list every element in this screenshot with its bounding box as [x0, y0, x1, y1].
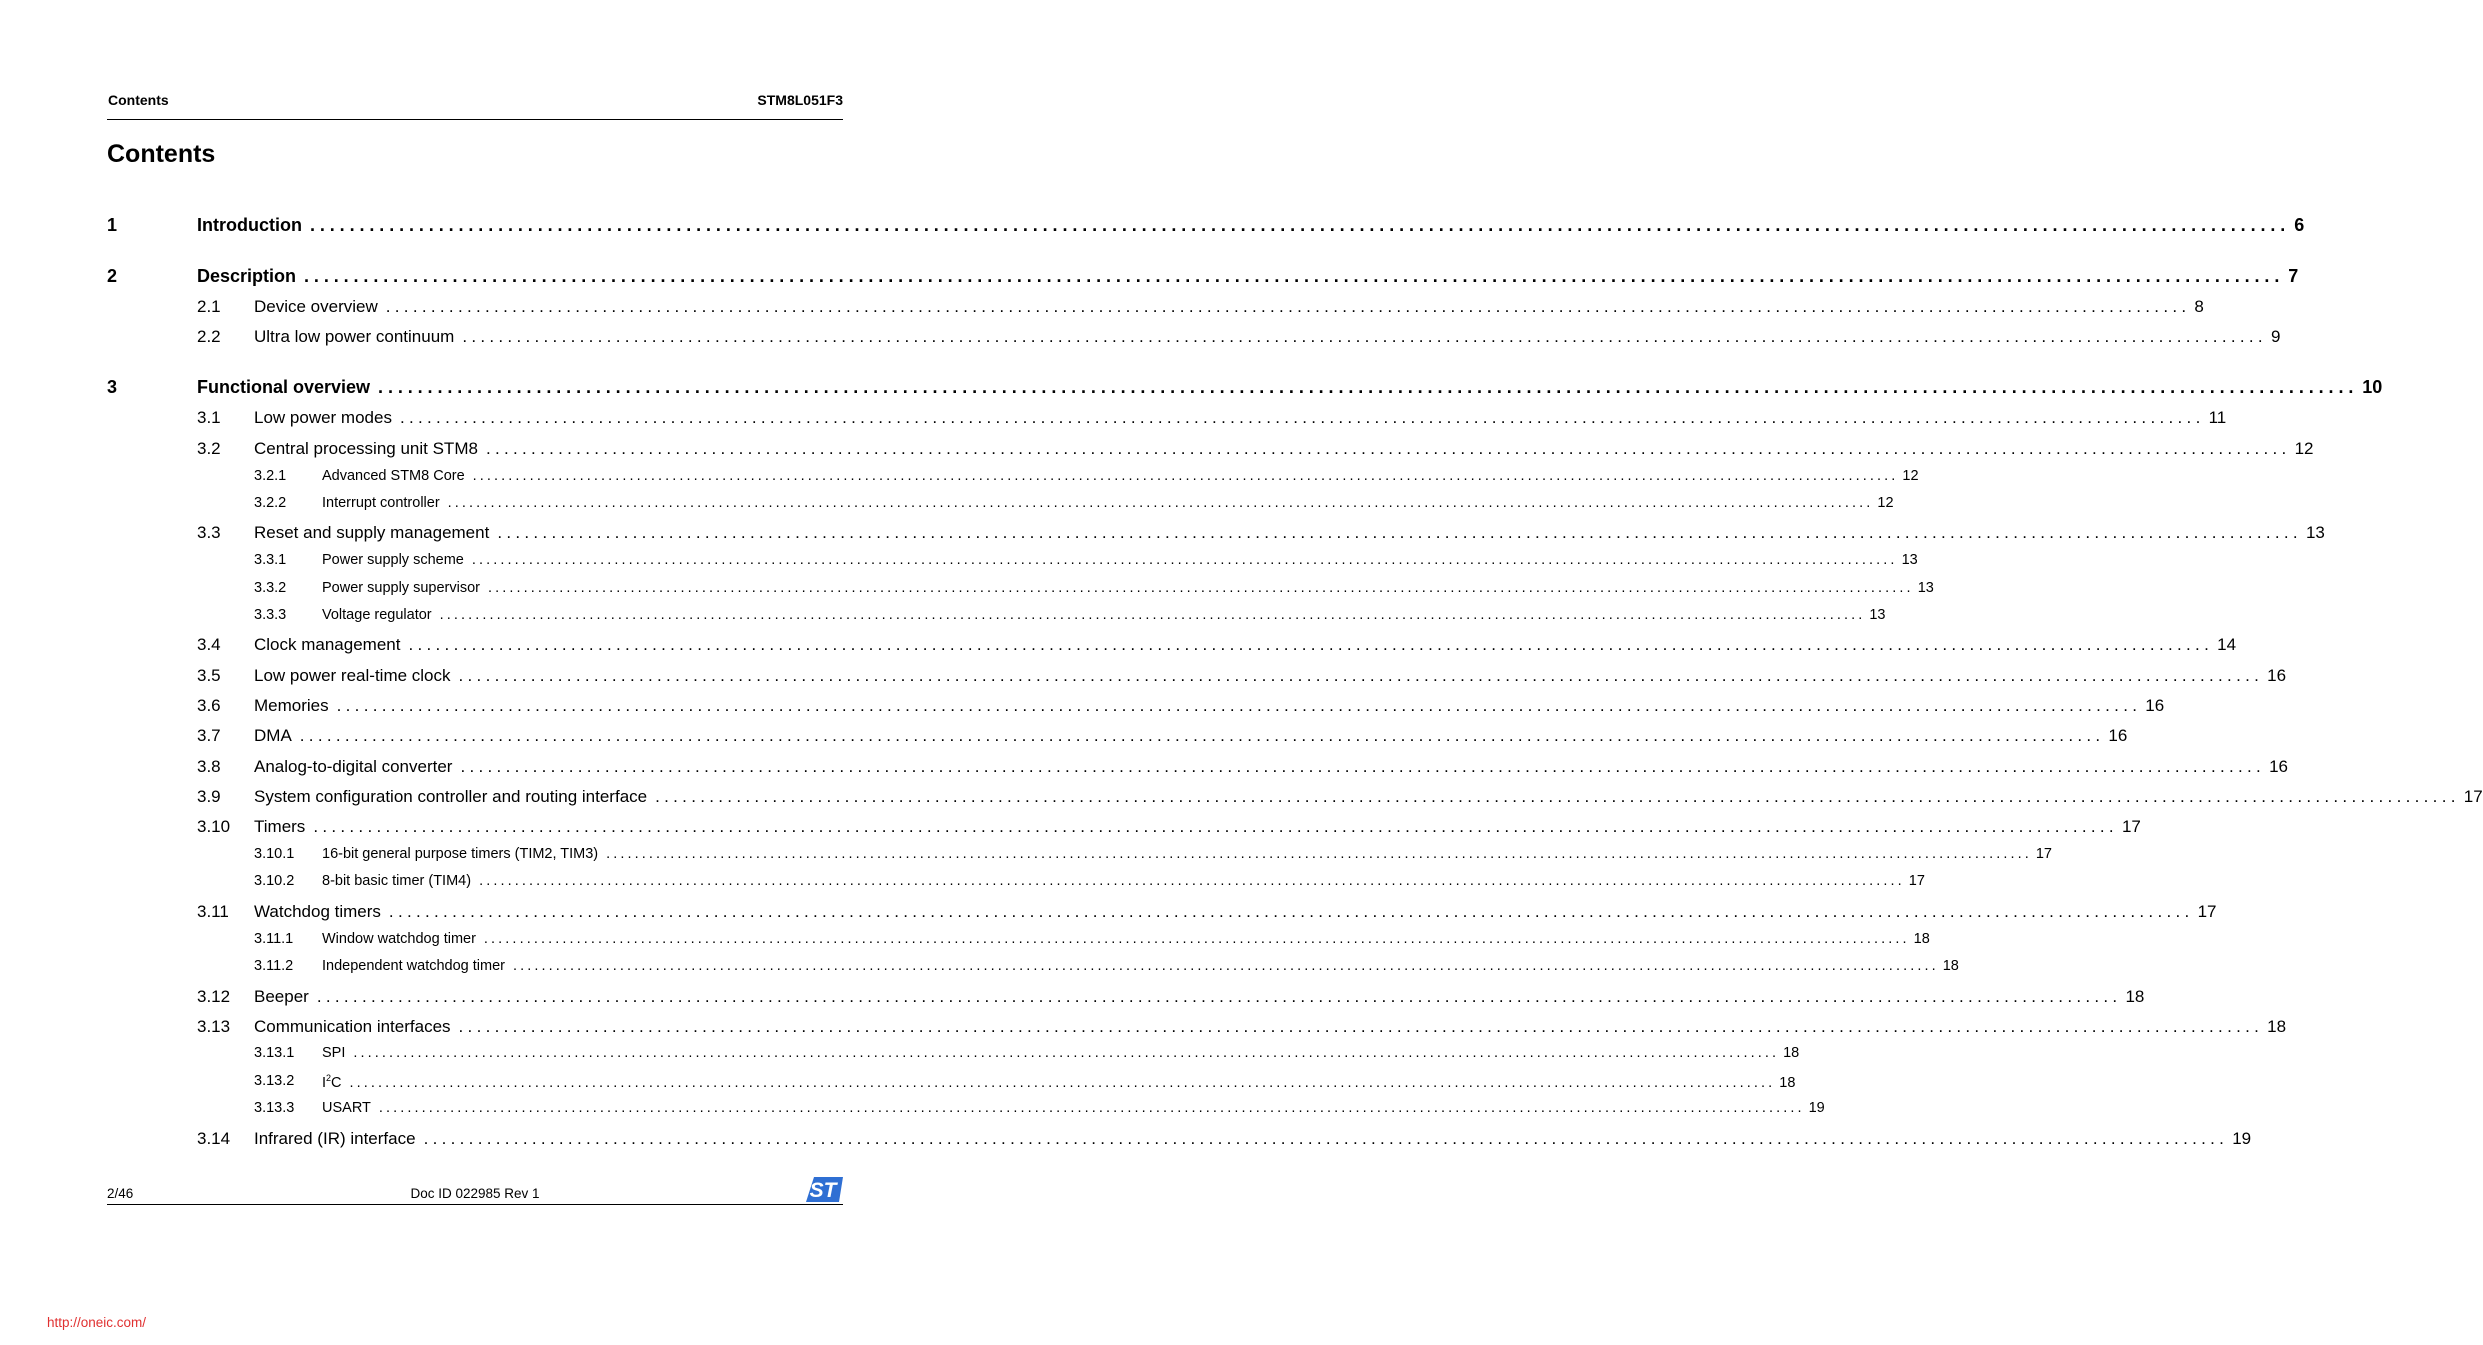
- toc-entry-number: 3.11.1: [254, 931, 294, 947]
- toc-entry-page[interactable]: 13: [1869, 607, 1886, 623]
- toc-entry[interactable]: [0, 958, 1959, 978]
- toc-entry[interactable]: [0, 873, 1925, 893]
- toc-entry[interactable]: [0, 552, 1918, 572]
- toc-entry-page[interactable]: 7: [2288, 266, 2299, 286]
- toc-entry-title[interactable]: Beeper: [254, 987, 309, 1006]
- toc-entry-page[interactable]: 10: [2362, 377, 2383, 397]
- toc-entry-page[interactable]: 13: [1901, 552, 1918, 568]
- toc-dot-leader: ........................................................................................................................................................................................................: [378, 1100, 1805, 1116]
- toc-dot-leader: ........................................................................................................................................................................................................: [606, 846, 2032, 862]
- toc-entry-number: 3.10.1: [254, 846, 295, 862]
- toc-dot-leader: ........................................................................................................................................................................................................: [458, 666, 2264, 685]
- toc-entry-number: 3.3: [197, 523, 221, 542]
- toc-entry-page[interactable]: 17: [2197, 902, 2217, 921]
- footer-page-number: 2/46: [107, 1186, 134, 1201]
- st-logo: [806, 1177, 843, 1202]
- toc-entry-title[interactable]: Independent watchdog timer: [322, 958, 505, 974]
- toc-entry-page[interactable]: 12: [2294, 439, 2314, 458]
- toc-dot-leader: ........................................................................................................................................................................................................: [304, 266, 2285, 286]
- running-header-section: Contents: [108, 92, 169, 108]
- toc-entry[interactable]: [0, 1017, 2287, 1039]
- toc-entry[interactable]: [0, 215, 2305, 239]
- toc-entry[interactable]: [0, 523, 2325, 545]
- toc-entry-number: 3.1: [197, 408, 221, 427]
- toc-entry-title[interactable]: DMA: [254, 726, 292, 745]
- toc-entry-number: 2.1: [197, 297, 221, 316]
- toc-entry-title[interactable]: Ultra low power continuum: [254, 327, 455, 346]
- toc-entry[interactable]: [0, 846, 2052, 866]
- toc-entry-number: 3.3.3: [254, 607, 287, 623]
- toc-entry[interactable]: [0, 327, 2281, 349]
- toc-entry-title[interactable]: Communication interfaces: [254, 1017, 451, 1036]
- toc-entry-title[interactable]: Power supply supervisor: [322, 580, 480, 596]
- toc-dot-leader: ........................................................................................................................................................................................................: [655, 787, 2460, 806]
- toc-entry[interactable]: [0, 495, 1894, 515]
- toc-entry[interactable]: [0, 1129, 2252, 1151]
- toc-entry-title[interactable]: Interrupt controller: [322, 495, 440, 511]
- toc-entry-number: 2: [107, 266, 118, 286]
- toc-entry-number: 3.11.2: [254, 958, 294, 974]
- toc-dot-leader: ........................................................................................................................................................................................................: [399, 408, 2205, 427]
- toc-dot-leader: ........................................................................................................................................................................................................: [299, 726, 2105, 745]
- toc-dot-leader: ........................................................................................................................................................................................................: [353, 1045, 1780, 1061]
- toc-entry-title[interactable]: Reset and supply management: [254, 523, 490, 542]
- source-url-link[interactable]: http://oneic.com/: [47, 1315, 147, 1330]
- toc-entry[interactable]: [0, 726, 2128, 748]
- toc-entry-title[interactable]: System configuration controller and routing interface: [254, 787, 648, 806]
- toc-entry[interactable]: [0, 696, 2165, 718]
- toc-entry-title[interactable]: USART: [322, 1100, 371, 1116]
- toc-entry[interactable]: [0, 757, 2289, 779]
- toc-entry[interactable]: [0, 902, 2217, 924]
- toc-entry-page[interactable]: 13: [1917, 580, 1934, 596]
- toc-entry-number: 3.13.2: [254, 1073, 295, 1089]
- toc-entry[interactable]: [0, 1073, 1796, 1093]
- toc-entry-page[interactable]: 18: [2125, 987, 2145, 1006]
- footer-doc-id: Doc ID 022985 Rev 1: [410, 1186, 540, 1201]
- toc-entry-page[interactable]: 12: [1877, 495, 1894, 511]
- toc-entry-number: 3.13: [197, 1017, 231, 1036]
- toc-entry-number: 1: [107, 215, 118, 235]
- toc-entry[interactable]: [0, 635, 2237, 657]
- toc-dot-leader: ........................................................................................................................................................................................................: [462, 327, 2267, 346]
- toc-entry-page[interactable]: 8: [2194, 297, 2204, 316]
- toc-entry-number: 3.7: [197, 726, 221, 745]
- toc-entry-title[interactable]: Memories: [254, 696, 329, 715]
- toc-entry[interactable]: [0, 377, 2383, 401]
- toc-entry-title[interactable]: Analog-to-digital converter: [254, 757, 453, 776]
- toc-dot-leader: ........................................................................................................................................................................................................: [447, 495, 1874, 511]
- toc-entry[interactable]: [0, 439, 2314, 461]
- toc-entry-page[interactable]: 16: [2108, 726, 2128, 745]
- toc-dot-leader: ........................................................................................................................................................................................................: [385, 297, 2191, 316]
- toc-entry-page[interactable]: 12: [1902, 468, 1919, 484]
- toc-entry-number: 3.6: [197, 696, 221, 715]
- toc-entry-page[interactable]: 19: [1808, 1100, 1825, 1116]
- toc-entry-number: 3.2.1: [254, 468, 287, 484]
- st-logo-text: ST: [809, 1179, 837, 1202]
- toc-entry-number: 3.2: [197, 439, 221, 458]
- toc-entry-page[interactable]: 16: [2269, 757, 2289, 776]
- toc-entry-title[interactable]: Watchdog timers: [254, 902, 381, 921]
- toc-dot-leader: ........................................................................................................................................................................................................: [316, 987, 2122, 1006]
- toc-entry-title[interactable]: Central processing unit STM8: [254, 439, 478, 458]
- toc-entry-page[interactable]: 6: [2294, 215, 2305, 235]
- toc-entry-page[interactable]: 14: [2217, 635, 2237, 654]
- toc-entry-title[interactable]: Infrared (IR) interface: [254, 1129, 416, 1148]
- toc-dot-leader: ........................................................................................................................................................................................................: [336, 696, 2142, 715]
- toc-dot-leader: ........................................................................................................................................................................................................: [378, 377, 2359, 397]
- toc-entry-title[interactable]: Advanced STM8 Core: [322, 468, 465, 484]
- toc-entry-number: 3: [107, 377, 118, 397]
- toc-entry[interactable]: [0, 817, 2141, 839]
- toc-entry[interactable]: [0, 987, 2145, 1009]
- toc-entry-number: 3.11: [197, 902, 229, 921]
- toc-dot-leader: ........................................................................................................................................................................................................: [349, 1074, 1776, 1091]
- toc-entry-page[interactable]: 18: [2267, 1017, 2287, 1036]
- toc-entry-title[interactable]: $I^2C$: [322, 1073, 342, 1091]
- toc-dot-leader: ........................................................................................................................................................................................................: [460, 757, 2266, 776]
- toc-dot-leader: ........................................................................................................................................................................................................: [472, 468, 1899, 484]
- toc-entry[interactable]: [0, 787, 2483, 809]
- toc-entry-number: 3.5: [197, 666, 221, 685]
- toc-entry-title[interactable]: Device overview: [254, 297, 378, 316]
- toc-entry-title[interactable]: Power supply scheme: [322, 552, 464, 568]
- toc-entry-title[interactable]: Timers: [254, 817, 306, 836]
- toc-entry-number: 3.3.2: [254, 580, 287, 596]
- running-header-part-number: STM8L051F3: [757, 92, 843, 108]
- toc-entry-title[interactable]: 16-bit general purpose timers (TIM2, TIM3): [322, 846, 599, 862]
- toc-entry-number: 3.13.1: [254, 1045, 295, 1061]
- toc-entry-number: 3.13.3: [254, 1100, 295, 1116]
- toc-dot-leader: ........................................................................................................................................................................................................: [471, 552, 1898, 568]
- toc-entry[interactable]: [0, 666, 2287, 688]
- toc-entry-page[interactable]: 11: [2208, 408, 2227, 427]
- toc-entry-title[interactable]: Functional overview: [197, 377, 371, 397]
- toc-entry-number: 3.10: [197, 817, 231, 836]
- toc-entry-page[interactable]: 16: [2145, 696, 2165, 715]
- toc-dot-leader: ........................................................................................................................................................................................................: [497, 523, 2302, 542]
- footer-rule: [107, 1204, 843, 1205]
- toc-entry-title[interactable]: Description: [197, 266, 297, 286]
- toc-dot-leader: ........................................................................................................................................................................................................: [313, 817, 2118, 836]
- toc-entry[interactable]: [0, 297, 2204, 319]
- toc-entry-number: 3.12: [197, 987, 231, 1006]
- toc-entry-page[interactable]: 19: [2232, 1129, 2252, 1148]
- toc-entry-number: 3.3.1: [254, 552, 287, 568]
- toc-entry-number: 2.2: [197, 327, 221, 346]
- toc-entry-page[interactable]: 9: [2270, 327, 2281, 346]
- toc-entry-number: 3.14: [197, 1129, 231, 1148]
- toc-entry-number: 3.9: [197, 787, 221, 806]
- toc-entry-number: 3.4: [197, 635, 221, 654]
- toc-dot-leader: ........................................................................................................................................................................................................: [423, 1129, 2229, 1148]
- toc-entry-page[interactable]: 17: [2035, 846, 2052, 862]
- toc-entry-page[interactable]: 18: [1913, 931, 1930, 947]
- toc-entry-number: 3.8: [197, 757, 221, 776]
- toc-entry-page[interactable]: 16: [2267, 666, 2287, 685]
- toc-entry[interactable]: [0, 408, 2227, 430]
- toc-entry[interactable]: [0, 1100, 1825, 1120]
- toc-dot-leader: ........................................................................................................................................................................................................: [458, 1017, 2264, 1036]
- toc-entry-page[interactable]: 17: [1908, 873, 1925, 889]
- toc-entry-title[interactable]: Voltage regulator: [322, 607, 432, 623]
- toc-dot-leader: ........................................................................................................................................................................................................: [483, 931, 1910, 947]
- toc-entry[interactable]: [0, 1045, 1800, 1065]
- toc-entry[interactable]: [0, 468, 1919, 488]
- toc-entry[interactable]: [0, 266, 2299, 290]
- toc-entry-title[interactable]: SPI: [322, 1045, 346, 1061]
- toc-entry[interactable]: [0, 931, 1930, 951]
- header-rule: [107, 119, 843, 120]
- toc-entry-title[interactable]: 8-bit basic timer (TIM4): [322, 873, 472, 889]
- toc-dot-leader: ........................................................................................................................................................................................................: [513, 958, 1939, 974]
- toc-entry[interactable]: [0, 607, 1886, 627]
- toc-entry-title[interactable]: Clock management: [254, 635, 401, 654]
- toc-entry-page[interactable]: 18: [1779, 1074, 1796, 1091]
- toc-dot-leader: ........................................................................................................................................................................................................: [439, 607, 1866, 623]
- toc-entry-title[interactable]: Introduction: [197, 215, 302, 235]
- toc-dot-leader: ........................................................................................................................................................................................................: [309, 215, 2291, 235]
- toc-entry-page[interactable]: 17: [2121, 817, 2141, 836]
- toc-entry-number: 3.2.2: [254, 495, 287, 511]
- toc-dot-leader: ........................................................................................................................................................................................................: [388, 902, 2194, 921]
- toc-entry-title[interactable]: Window watchdog timer: [322, 931, 476, 947]
- toc-entry[interactable]: [0, 580, 1934, 600]
- page-title: Contents: [107, 140, 216, 168]
- toc-entry-title[interactable]: Low power real-time clock: [254, 666, 451, 685]
- toc-dot-leader: ........................................................................................................................................................................................................: [479, 873, 1905, 889]
- toc-entry-number: 3.10.2: [254, 873, 295, 889]
- toc-entry-page[interactable]: 17: [2463, 787, 2483, 806]
- toc-entry-title[interactable]: Low power modes: [254, 408, 392, 427]
- toc-dot-leader: ........................................................................................................................................................................................................: [485, 439, 2291, 458]
- toc-dot-leader: ........................................................................................................................................................................................................: [487, 580, 1914, 596]
- toc-dot-leader: ........................................................................................................................................................................................................: [408, 635, 2214, 654]
- toc-entry-page[interactable]: 18: [1783, 1045, 1800, 1061]
- toc-entry-page[interactable]: 13: [2305, 523, 2325, 542]
- toc-entry-page[interactable]: 18: [1942, 958, 1959, 974]
